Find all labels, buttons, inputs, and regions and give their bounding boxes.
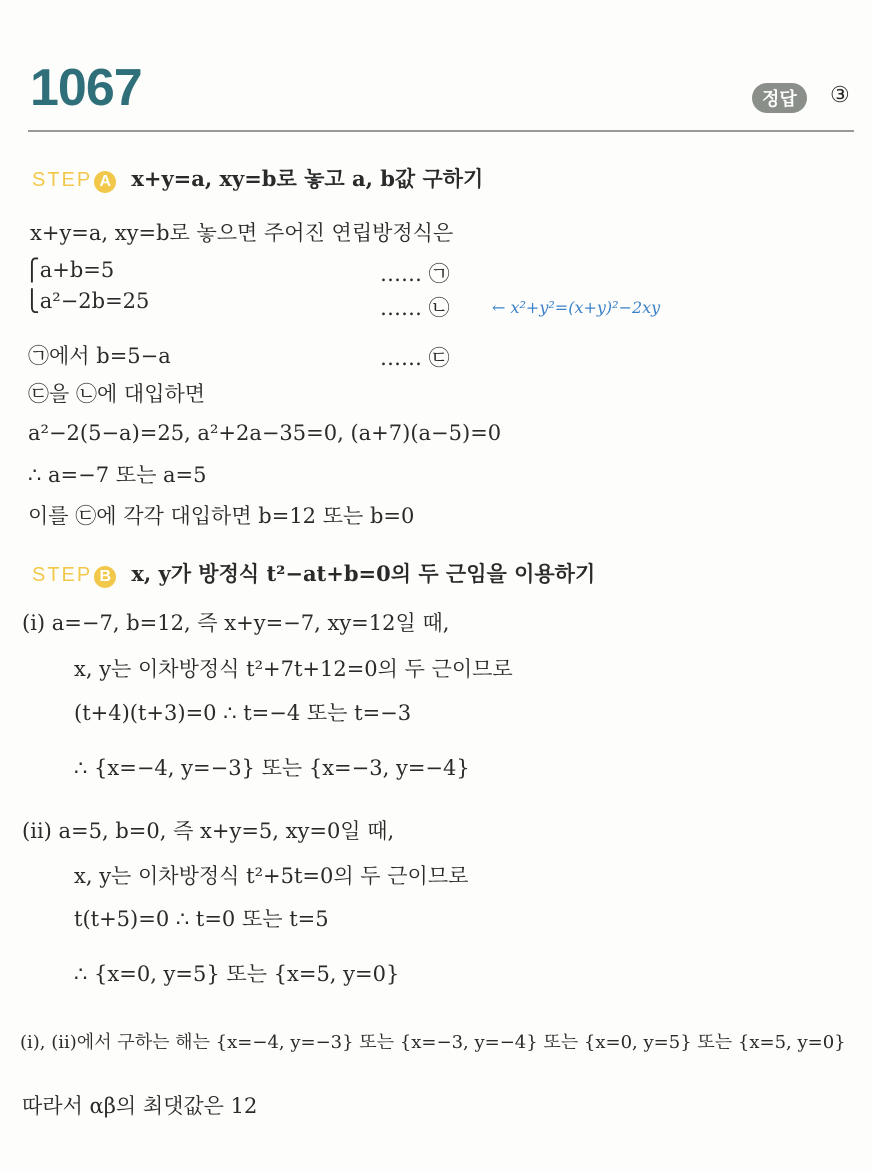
text-line: ∴ {x=0, y=5} 또는 {x=5, y=0} (74, 962, 400, 986)
text-line: (ⅰ) a=−7, b=12, 즉 x+y=−7, xy=12일 때, (22, 611, 450, 635)
text-line: 따라서 αβ의 최댓값은 12 (22, 1094, 258, 1118)
equation-tag: …… ㉢ (380, 346, 450, 370)
text-line: x+y=a, xy=b로 놓으면 주어진 연립방정식은 (30, 221, 454, 245)
text-line: ㉢을 ㉡에 대입하면 (28, 382, 206, 406)
text-line: 이를 ㉢에 각각 대입하면 b=12 또는 b=0 (28, 504, 415, 528)
text-line: (ⅱ) a=5, b=0, 즉 x+y=5, xy=0일 때, (22, 819, 395, 843)
step-tag: STEP (32, 169, 93, 191)
divider (28, 130, 854, 132)
equation-line: ⎩a²−2b=25 (24, 289, 150, 313)
step-letter-icon: A (94, 171, 116, 193)
text-line: (ⅰ), (ⅱ)에서 구하는 해는 {x=−4, y=−3} 또는 {x=−3, y=−4} 또는 {x=0, y=5} 또는 {x=5, y=0} (20, 1032, 846, 1053)
equation-tag: …… ㉠ (380, 262, 450, 286)
step-tag: STEP (32, 564, 93, 586)
equation-tag: …… ㉡ (380, 296, 450, 320)
text-line: x, y는 이차방정식 t²+5t=0의 두 근이므로 (74, 864, 469, 888)
answer-value: ③ (830, 83, 850, 108)
text-line: ∴ a=−7 또는 a=5 (28, 463, 207, 487)
side-note: ← x²+y²=(x+y)²−2xy (492, 298, 661, 317)
text-line: t(t+5)=0 ∴ t=0 또는 t=5 (74, 907, 329, 931)
text-line: (t+4)(t+3)=0 ∴ t=−4 또는 t=−3 (74, 701, 412, 725)
step-letter-icon: B (94, 566, 116, 588)
text-line: x, y는 이차방정식 t²+7t+12=0의 두 근이므로 (74, 657, 513, 681)
step-b-header (32, 558, 595, 588)
answer-badge: 정답 (752, 83, 807, 113)
text-line: ㉠에서 b=5−a (28, 344, 171, 368)
equation-line: ⎧a+b=5 (24, 258, 115, 282)
text-line: a²−2(5−a)=25, a²+2a−35=0, (a+7)(a−5)=0 (28, 421, 502, 445)
text-line: ∴ {x=−4, y=−3} 또는 {x=−3, y=−4} (74, 756, 470, 780)
problem-number: 1067 (30, 59, 142, 117)
step-b-title: x, y가 방정식 t²−at+b=0의 두 근임을 이용하기 (131, 561, 596, 586)
step-a-title: x+y=a, xy=b로 놓고 a, b값 구하기 (131, 166, 484, 191)
step-a-header (32, 163, 483, 193)
